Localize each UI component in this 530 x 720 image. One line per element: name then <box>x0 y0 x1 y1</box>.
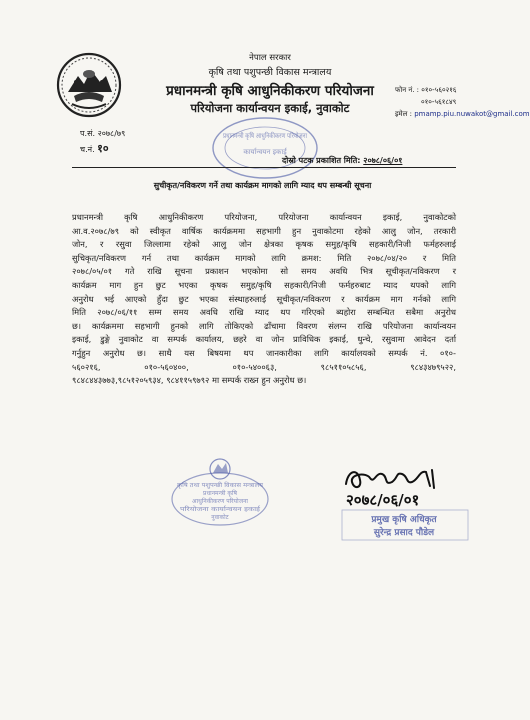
signatory-title: प्रमुख कृषि अधिकृत <box>371 515 437 525</box>
stamp-line: आधुनिकीकरण परियोजना <box>192 498 248 505</box>
unit-name: परियोजना कार्यान्वयन इकाई, नुवाकोट <box>190 101 350 115</box>
phone-row-1 <box>395 84 530 96</box>
notice-subject: सुचीकृत/नविकरण गर्ने तथा कार्यक्रम मागको लागि म्याद थप सम्बन्धी सूचना <box>153 181 372 190</box>
body-line: प्रधानमन्त्री कृषि आधुनिकीकरण परियोजना, परियोजना कार्यान्वयन इकाई, नुवाकोटको <box>72 212 456 222</box>
body-line: छ। कार्यक्रममा सहभागी हुनको लागि तोकिएको ढाँचामा विवरण संलग्न राखि परियोजना कार्यान्वयन <box>72 320 456 331</box>
project-name: प्रधानमन्त्री कृषि आधुनिकीकरण परियोजना <box>166 83 374 99</box>
stamp-line: परियोजना कार्यान्वयन इकाई <box>180 506 241 513</box>
stamp-ring-text: प्रधानमन्त्री कृषि आधुनिकीकरण परियोजना <box>223 132 331 140</box>
signatory-name: सुरेन्द्र प्रसाद पौडेल <box>373 528 435 538</box>
body-line: गर्नुहुन अनुरोध छ। साथै यस बिषयमा थप जानकारीका लागि कार्यालयको सम्पर्क नं. ०१०- <box>72 347 456 358</box>
phone-label: फोन नं. : <box>395 86 420 94</box>
letterhead <box>150 52 390 116</box>
body-line: कार्यक्रम माग हुन छुट भएका कृषक समुह/कृषि सहकारी/निजी फर्महरुबाट म्याद थपको लागि <box>72 279 456 290</box>
stamp-ring-text: कृषि तथा पशुपन्छी विकास मन्त्रालय <box>177 482 255 489</box>
government-name: नेपाल सरकार <box>249 53 291 63</box>
dispatch-number <box>80 141 125 157</box>
letter-number: प.सं. २०७८/७९ <box>80 129 126 138</box>
dispatch-value: १० <box>97 142 109 155</box>
nepal-emblem-icon <box>56 52 122 118</box>
phone-2: ०१०-५६१८४९ <box>421 98 457 106</box>
body-line: जोन, र रसुवा जिल्लामा रहेको आलु जोन क्षेत्रका कृषक समुह/कृषि सहकारी/निजी फर्महरुलाई <box>72 239 456 250</box>
contact-block <box>395 84 530 120</box>
body-line: ९८४८४४३७७३,९८५१२०५९३४, ९८४११५९७९२ मा सम्पर्क राख्न हुन अनुरोध छ। <box>72 375 307 386</box>
email-label: इमेल : <box>395 110 412 118</box>
publish-label: दोस्रो पटक प्रकाशित मिति: <box>282 156 361 165</box>
dispatch-label: च.नं. <box>80 145 95 154</box>
body-line: सुचिकृत/नविकरण गर्न तथा कार्यक्रम मागको लागि क्रमश: मिति २०७८/०४/२० र मिति <box>72 252 456 263</box>
body-line: इकाई, डुङ्गे नुवाकोट वा सम्पर्क कार्यालय, छहरे वा जोन प्राविधिक इकाई, धुन्चे, रसुवामा आवेदन दर्ता <box>72 334 456 345</box>
body-line: ५६०२१६, ०१०-५६०४००, ०१०-५४००६३, ९८५११०५८५६, ९८४३४७९५२२, <box>72 361 456 372</box>
office-stamp-icon <box>168 455 273 530</box>
signature-date: २०७८/०६/०१ <box>346 491 420 509</box>
publish-date-value: २०७८/०६/०१ <box>363 156 403 165</box>
publish-date <box>282 155 402 166</box>
stamp-line: नुवाकोट <box>211 514 229 521</box>
body-line: आ.व.२०७८/७९ को स्वीकृत वार्षिक कार्यक्रममा सहभागी हुन नुवाकोटमा रहेको आलु जोन, तरकारी <box>72 225 456 236</box>
divider-top <box>72 167 456 168</box>
signatory-stamp-icon <box>340 508 470 542</box>
ministry-name: कृषि तथा पशुपन्छी विकास मन्त्रालय <box>208 67 332 78</box>
reference-block <box>80 126 125 157</box>
notice-body <box>72 211 456 388</box>
body-line: २०७८/०५/०१ गते राखि सूचना प्रकाशन भएकोमा सो समय अवधि भित्र सूचीकृत/नविकरण र <box>72 266 456 277</box>
stamp-line: प्रधानमन्त्री कृषि <box>203 490 237 497</box>
phone-1: ०१०-५६०२१६ <box>421 86 457 94</box>
stamp-bottom-text: कार्यान्वयन इकाई <box>243 148 287 156</box>
body-line: मिति २०७८/०६/११ सम्म समय अवधि राखि म्याद थप गरिएको ब्यहोरा सम्बन्धित सबैमा अनुरोध <box>72 307 456 318</box>
email-row <box>395 108 530 120</box>
body-line: अनुरोध भई आएको हुँदा छुट भएका संस्थाहरुलाई सूचीकृत/नविकरण र कार्यक्रम माग गर्नको लागि <box>72 293 456 304</box>
phone-row-2 <box>395 96 530 108</box>
email-address: pmamp.piu.nuwakot@gmail.com <box>414 110 530 118</box>
